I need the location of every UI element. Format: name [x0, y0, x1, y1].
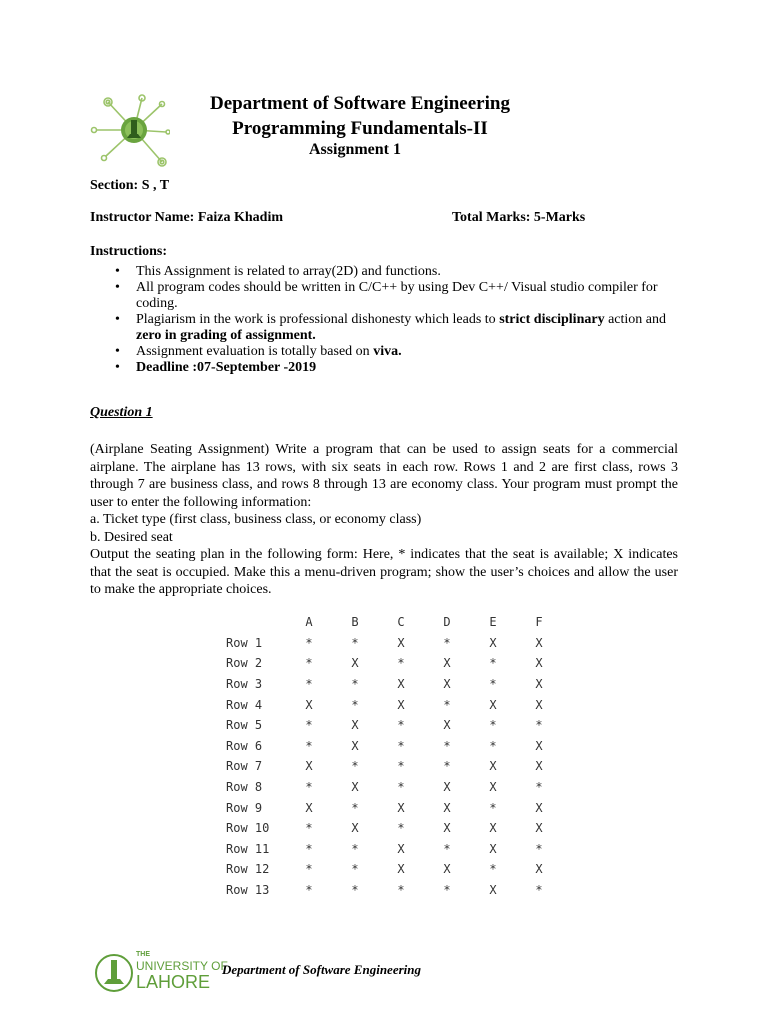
- seating-row: [226, 633, 562, 654]
- seat-cell: X: [535, 738, 543, 753]
- column-header: B: [351, 615, 359, 630]
- column-header: D: [443, 615, 451, 630]
- seating-row: [226, 674, 562, 695]
- seat-cell: *: [351, 841, 359, 856]
- question-1-option-b: b. Desired seat: [90, 529, 173, 545]
- instructions-list: [90, 264, 690, 376]
- seat-cell: X: [489, 883, 497, 898]
- seat-cell: X: [535, 759, 543, 774]
- seat-cell: *: [489, 800, 497, 815]
- seat-cell: *: [305, 738, 313, 753]
- row-label: Row 8: [226, 780, 263, 795]
- seat-cell: X: [443, 718, 451, 733]
- instruction-item: [90, 264, 690, 280]
- seat-cell: *: [305, 656, 313, 671]
- instruction-bold: viva.: [373, 344, 402, 359]
- row-label: Row 13: [226, 883, 270, 898]
- seat-cell: *: [535, 841, 543, 856]
- instruction-item: [90, 312, 690, 344]
- seat-cell: *: [351, 883, 359, 898]
- seat-cell: *: [305, 718, 313, 733]
- seat-cell: *: [535, 718, 543, 733]
- seat-cell: *: [443, 697, 451, 712]
- seat-cell: *: [305, 883, 313, 898]
- seat-cell: X: [305, 759, 313, 774]
- seat-cell: *: [535, 780, 543, 795]
- seat-cell: *: [351, 759, 359, 774]
- seat-cell: X: [535, 862, 543, 877]
- question-1-paragraph: (Airplane Seating Assignment) Write a program that can be used to assign seats for a commercial airplane. The airplane has 13 rows, with six seats in each row. Rows 1 and 2 are first class, rows 3 through 7 are business class, and rows 8 through 13 are economy class. Your program must prompt the user to enter the following information:: [90, 442, 678, 510]
- question-1-body: [90, 441, 678, 599]
- seating-header-row: [226, 612, 562, 633]
- seat-cell: X: [397, 862, 405, 877]
- row-label: Row 6: [226, 738, 263, 753]
- seat-cell: *: [489, 862, 497, 877]
- row-label: Row 5: [226, 718, 263, 733]
- seat-cell: X: [489, 841, 497, 856]
- seating-row: [226, 859, 562, 880]
- seat-cell: X: [351, 780, 359, 795]
- seat-cell: *: [397, 738, 405, 753]
- seat-cell: *: [351, 635, 359, 650]
- seat-cell: X: [443, 780, 451, 795]
- seating-row: [226, 653, 562, 674]
- seat-cell: X: [535, 677, 543, 692]
- seat-cell: X: [535, 800, 543, 815]
- column-header: C: [397, 615, 405, 630]
- seat-cell: *: [397, 821, 405, 836]
- logo-university-text: UNIVERSITY OF: [136, 959, 228, 973]
- seat-cell: X: [443, 677, 451, 692]
- row-label: Row 3: [226, 677, 263, 692]
- seat-cell: X: [397, 841, 405, 856]
- seating-body: [226, 633, 562, 901]
- seat-cell: X: [305, 800, 313, 815]
- instruction-text: Plagiarism in the work is professional dishonesty which leads to: [136, 312, 500, 327]
- seat-cell: *: [443, 738, 451, 753]
- seat-cell: *: [397, 883, 405, 898]
- seat-cell: X: [443, 862, 451, 877]
- seat-cell: *: [443, 759, 451, 774]
- seating-row: [226, 756, 562, 777]
- footer-department: Department of Software Engineering: [222, 962, 421, 977]
- instructions-heading: Instructions:: [90, 244, 168, 259]
- seating-row: [226, 880, 562, 901]
- instruction-text: All program codes should be written in C/C++ by using Dev C++/ Visual studio compiler for coding.: [136, 280, 658, 311]
- seat-cell: *: [397, 718, 405, 733]
- seat-cell: X: [535, 635, 543, 650]
- seat-cell: *: [305, 635, 313, 650]
- total-marks: Total Marks: 5-Marks: [452, 210, 586, 225]
- seating-row: [226, 797, 562, 818]
- seat-cell: X: [535, 821, 543, 836]
- seat-cell: X: [351, 821, 359, 836]
- row-label: Row 11: [226, 841, 270, 856]
- seat-cell: X: [397, 697, 405, 712]
- seat-cell: *: [489, 718, 497, 733]
- course-title: Programming Fundamentals-II: [232, 118, 488, 139]
- seat-cell: *: [305, 862, 313, 877]
- instruction-text: action and: [604, 312, 666, 327]
- instruction-bold: strict disciplinary: [499, 312, 605, 327]
- seat-cell: X: [489, 635, 497, 650]
- seating-row: [226, 839, 562, 860]
- instruction-text: This Assignment is related to array(2D) and functions.: [136, 264, 441, 279]
- instruction-bold: zero in grading of assignment.: [136, 328, 316, 343]
- seat-cell: *: [397, 759, 405, 774]
- question-1-option-a: a. Ticket type (first class, business class, or economy class): [90, 512, 422, 527]
- row-label: Row 10: [226, 821, 270, 836]
- seat-cell: *: [397, 780, 405, 795]
- seat-cell: *: [305, 821, 313, 836]
- seat-cell: X: [351, 656, 359, 671]
- logo-lahore-text: LAHORE: [136, 972, 211, 992]
- seating-plan-table: [226, 612, 562, 900]
- seating-row: [226, 736, 562, 757]
- instruction-item: [90, 344, 690, 360]
- instructor-name: Instructor Name: Faiza Khadim: [90, 210, 283, 225]
- seat-cell: X: [351, 718, 359, 733]
- seat-cell: *: [351, 677, 359, 692]
- seating-row: [226, 818, 562, 839]
- seat-cell: *: [535, 883, 543, 898]
- seat-cell: *: [351, 862, 359, 877]
- seat-cell: *: [305, 780, 313, 795]
- seat-cell: X: [443, 821, 451, 836]
- logo-the-text: THE: [136, 951, 150, 958]
- seat-cell: X: [351, 738, 359, 753]
- seat-cell: *: [443, 635, 451, 650]
- instruction-text: Assignment evaluation is totally based on: [136, 344, 374, 359]
- column-header: F: [535, 615, 543, 630]
- seat-cell: X: [443, 800, 451, 815]
- seating-row: [226, 694, 562, 715]
- department-title: Department of Software Engineering: [210, 93, 510, 114]
- instruction-item: [90, 360, 690, 376]
- assignment-title: Assignment 1: [308, 141, 401, 158]
- seat-cell: X: [397, 635, 405, 650]
- section-label: Section: S , T: [90, 178, 170, 193]
- row-label: Row 1: [226, 635, 263, 650]
- seat-cell: *: [443, 841, 451, 856]
- row-label: Row 12: [226, 862, 270, 877]
- seat-cell: X: [535, 656, 543, 671]
- seating-row: [226, 715, 562, 736]
- seat-cell: X: [489, 697, 497, 712]
- question-1-output-paragraph: Output the seating plan in the following form: Here, * indicates that the seat is available; X indicates that the seat is occupied. Make this a menu-driven program; show the user’s choices and allow the user to make the appropriate choices.: [90, 547, 678, 597]
- seat-cell: X: [305, 697, 313, 712]
- seat-cell: X: [443, 656, 451, 671]
- seat-cell: *: [305, 841, 313, 856]
- seat-cell: *: [397, 656, 405, 671]
- row-label: Row 4: [226, 697, 263, 712]
- seating-row: [226, 777, 562, 798]
- seat-cell: X: [489, 780, 497, 795]
- seat-cell: X: [489, 759, 497, 774]
- seat-cell: *: [351, 697, 359, 712]
- seat-cell: *: [489, 677, 497, 692]
- seat-cell: *: [351, 800, 359, 815]
- seat-cell: *: [489, 656, 497, 671]
- deadline-text: Deadline :07-September -2019: [136, 360, 317, 375]
- instruction-item: [90, 280, 690, 312]
- row-label: Row 2: [226, 656, 263, 671]
- seat-cell: *: [489, 738, 497, 753]
- seat-cell: *: [305, 677, 313, 692]
- seat-cell: X: [397, 800, 405, 815]
- university-of-lahore-logo-icon: [94, 952, 134, 994]
- seat-cell: *: [443, 883, 451, 898]
- row-label: Row 9: [226, 800, 263, 815]
- column-header: E: [489, 615, 497, 630]
- row-label: Row 7: [226, 759, 263, 774]
- seat-cell: X: [535, 697, 543, 712]
- seat-cell: X: [489, 821, 497, 836]
- question-1-title: Question 1: [90, 405, 153, 420]
- column-header: A: [305, 615, 313, 630]
- seating-corner-cell: [226, 612, 286, 633]
- seat-cell: X: [397, 677, 405, 692]
